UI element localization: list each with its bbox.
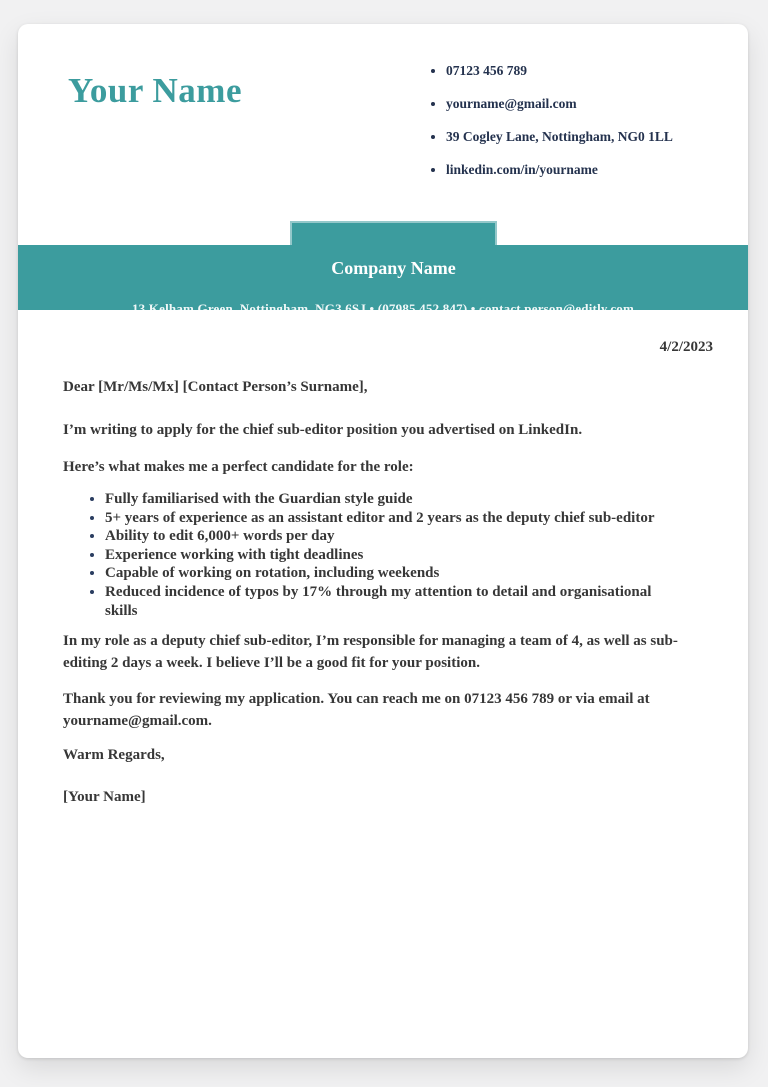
letter-body xyxy=(63,336,713,808)
letter-date: 4/2/2023 xyxy=(659,339,713,355)
company-name-tab xyxy=(290,221,497,247)
contact-item-address: • 39 Cogley Lane, Nottingham, NG0 1LL xyxy=(446,128,673,146)
contact-item-phone: • 07123 456 789 xyxy=(446,62,673,80)
bullet-item: • Experience working with tight deadlines xyxy=(105,546,713,565)
experience-paragraph: In my role as a deputy chief sub-editor, I’m responsible for managing a team of 4, as well as sub-editing 2 days a week. I believe I’ll be a good fit for your position. xyxy=(63,633,678,672)
qualification-bullet-list xyxy=(63,490,713,620)
contact-item-linkedin: • linkedin.com/in/yourname xyxy=(446,161,673,179)
thank-you-paragraph: Thank you for reviewing my application. You can reach me on 07123 456 789 or via email at yourname@gmail.com. xyxy=(63,691,650,730)
greeting: Dear [Mr/Ms/Mx] [Contact Person’s Surname], xyxy=(63,379,368,395)
company-name: Company Name xyxy=(331,258,456,278)
lead-in-paragraph: Here’s what makes me a perfect candidate for the role: xyxy=(63,459,414,475)
bullet-item: • Capable of working on rotation, including weekends xyxy=(105,564,713,583)
applicant-name-heading: Your Name xyxy=(68,71,242,110)
company-contact-details: 13 Kelham Green, Nottingham, NG3 6SJ • (07985 452 847) • contact.person@editly.com xyxy=(131,301,635,316)
intro-paragraph: I’m writing to apply for the chief sub-editor position you advertised on LinkedIn. xyxy=(63,422,583,438)
contact-list xyxy=(430,62,673,194)
contact-item-email: • yourname@gmail.com xyxy=(446,95,673,113)
letter-page xyxy=(18,24,748,1058)
bullet-item: • Ability to edit 6,000+ words per day xyxy=(105,527,713,546)
signature-placeholder: [Your Name] xyxy=(63,789,146,806)
bullet-item: • Reduced incidence of typos by 17% through my attention to detail and organisational skills xyxy=(105,583,680,620)
bullet-item: • Fully familiarised with the Guardian style guide xyxy=(105,490,713,509)
bullet-item: • 5+ years of experience as an assistant editor and 2 years as the deputy chief sub-editor xyxy=(105,509,713,528)
closing-salutation: Warm Regards, xyxy=(63,747,165,764)
